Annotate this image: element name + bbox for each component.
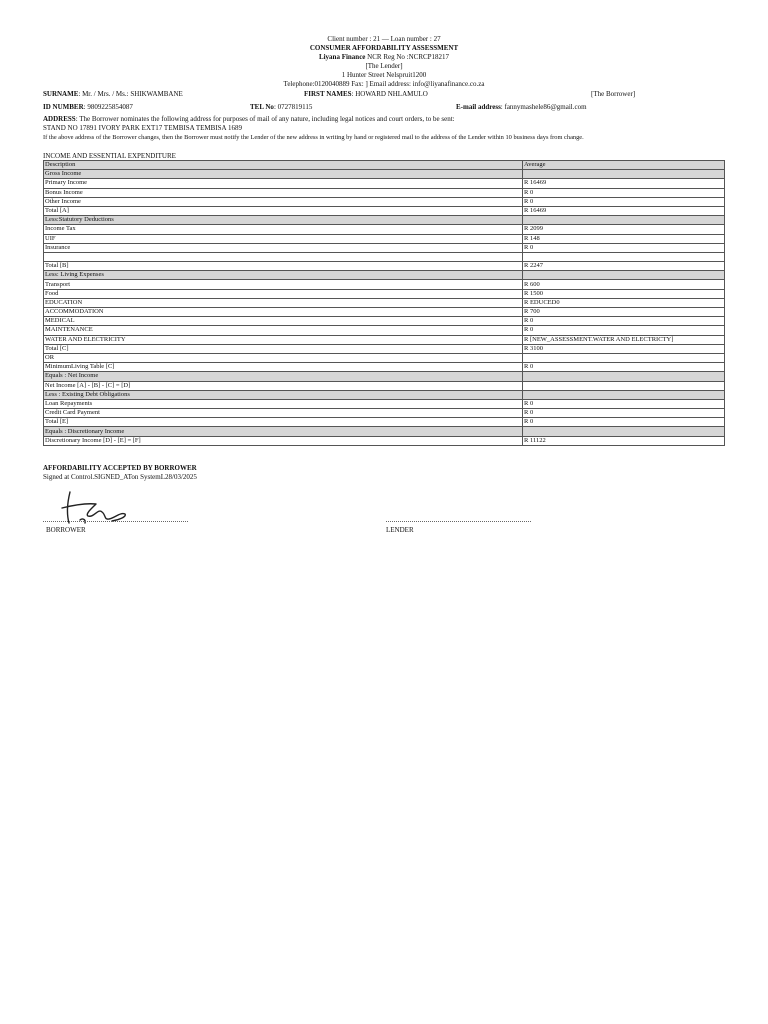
row-label: EDUCATION bbox=[44, 298, 523, 307]
table-row bbox=[44, 225, 725, 234]
borrower-role: [The Borrower] bbox=[591, 90, 636, 98]
row-label: Discretionary Income [D] - [E] = [F] bbox=[44, 436, 523, 445]
address-change-notice: If the above address of the Borrower changes, then the Borrower must notify the Lender of the new address in writing by hand or registered mail to the address of the Lender within 10 business days from change. bbox=[43, 134, 584, 141]
row-value: R 0 bbox=[523, 399, 725, 408]
row-value bbox=[523, 170, 725, 179]
row-label: Description bbox=[44, 161, 523, 170]
table-row bbox=[44, 390, 725, 399]
lender-name: Liyana Finance bbox=[318, 53, 366, 61]
lender-line bbox=[0, 53, 768, 62]
row-label: Equals : Net Income bbox=[44, 372, 523, 381]
row-value: R 16469 bbox=[523, 179, 725, 188]
row-value bbox=[523, 216, 725, 225]
table-title: INCOME AND ESSENTIAL EXPENDITURE bbox=[43, 152, 176, 160]
row-value: R EDUCED0 bbox=[523, 298, 725, 307]
row-label: Loan Repayments bbox=[44, 399, 523, 408]
table-row bbox=[44, 280, 725, 289]
row-label: Primary Income bbox=[44, 179, 523, 188]
email-label: E-mail address bbox=[456, 103, 501, 111]
row-value: R 700 bbox=[523, 308, 725, 317]
row-label: Food bbox=[44, 289, 523, 298]
document-title: CONSUMER AFFORDABILITY ASSESSMENT bbox=[309, 44, 459, 52]
row-label: MinimumLiving Table [C] bbox=[44, 363, 523, 372]
table-row bbox=[44, 317, 725, 326]
row-label: Net Income [A] - [B] - [C] = [D] bbox=[44, 381, 523, 390]
row-label: Income Tax bbox=[44, 225, 523, 234]
row-value bbox=[523, 252, 725, 261]
row-label: Credit Card Payment bbox=[44, 409, 523, 418]
row-value: R 0 bbox=[523, 243, 725, 252]
table-row bbox=[44, 372, 725, 381]
table-row bbox=[44, 262, 725, 271]
borrower-signature-line bbox=[43, 521, 188, 522]
table-row bbox=[44, 326, 725, 335]
row-value: R 600 bbox=[523, 280, 725, 289]
table-row bbox=[44, 234, 725, 243]
row-label: MEDICAL bbox=[44, 317, 523, 326]
income-expenditure-table bbox=[43, 160, 725, 446]
row-label: Less: Living Expenses bbox=[44, 271, 523, 280]
table-row bbox=[44, 271, 725, 280]
row-label: UIF bbox=[44, 234, 523, 243]
row-value: R 0 bbox=[523, 409, 725, 418]
address-label: ADDRESS bbox=[43, 115, 76, 123]
firstnames-label: FIRST NAMES bbox=[304, 90, 352, 98]
row-label: Insurance bbox=[44, 243, 523, 252]
row-value: R 2247 bbox=[523, 262, 725, 271]
table-row bbox=[44, 399, 725, 408]
surname-field bbox=[43, 90, 183, 99]
client-loan-line: Client number : 21 — Loan number : 27 bbox=[327, 35, 441, 43]
table-row bbox=[44, 418, 725, 427]
row-value bbox=[523, 372, 725, 381]
table-row bbox=[44, 188, 725, 197]
row-label: Total [B] bbox=[44, 262, 523, 271]
surname-value: : Mr. / Mrs. / Ms.: SHIKWAMBANE bbox=[78, 90, 183, 98]
table-row bbox=[44, 381, 725, 390]
firstnames-field bbox=[304, 90, 428, 99]
row-label: WATER AND ELECTRICITY bbox=[44, 335, 523, 344]
table-row bbox=[44, 363, 725, 372]
row-value bbox=[523, 390, 725, 399]
lender-contact: Telephone:0120040889 Fax: ] Email address: info@liyanafinance.co.za bbox=[283, 80, 485, 88]
table-row bbox=[44, 344, 725, 353]
row-value: R 0 bbox=[523, 326, 725, 335]
table-row bbox=[44, 409, 725, 418]
email-field bbox=[456, 103, 587, 112]
row-label: Other Income bbox=[44, 197, 523, 206]
row-value: R 2099 bbox=[523, 225, 725, 234]
row-value: R 11122 bbox=[523, 436, 725, 445]
table-row bbox=[44, 170, 725, 179]
tel-field bbox=[250, 103, 312, 112]
id-label: ID NUMBER bbox=[43, 103, 84, 111]
row-value: R [NEW_ASSESSMENT.WATER AND ELECTRICTY] bbox=[523, 335, 725, 344]
row-value bbox=[523, 271, 725, 280]
email-value: : fannymashele86@gmail.com bbox=[500, 103, 587, 111]
id-number-field bbox=[43, 103, 133, 112]
row-value bbox=[523, 427, 725, 436]
row-label: Total [C] bbox=[44, 344, 523, 353]
table-row bbox=[44, 427, 725, 436]
row-value bbox=[523, 381, 725, 390]
row-label: Total [E] bbox=[44, 418, 523, 427]
borrower-label: BORROWER bbox=[46, 526, 86, 534]
row-label: Gross Income bbox=[44, 170, 523, 179]
tel-label: TEL No bbox=[250, 103, 274, 111]
row-label: Total [A] bbox=[44, 206, 523, 215]
table-row bbox=[44, 335, 725, 344]
table-row bbox=[44, 216, 725, 225]
row-value: Average bbox=[523, 161, 725, 170]
table-row bbox=[44, 252, 725, 261]
row-value: R 0 bbox=[523, 188, 725, 197]
table-row bbox=[44, 436, 725, 445]
table-row bbox=[44, 353, 725, 362]
address-intro bbox=[43, 115, 455, 124]
row-label: Less : Existing Debt Obligations bbox=[44, 390, 523, 399]
row-label: MAINTENANCE bbox=[44, 326, 523, 335]
row-value bbox=[523, 353, 725, 362]
lender-signature-line bbox=[386, 521, 531, 522]
row-value: R 0 bbox=[523, 317, 725, 326]
address-intro-text: : The Borrower nominates the following address for purposes of mail of any nature, including legal notices and court orders, to be sent: bbox=[75, 115, 455, 123]
row-value: R 0 bbox=[523, 197, 725, 206]
table-row bbox=[44, 179, 725, 188]
lender-reg: NCR Reg No :NCRCP18217 bbox=[365, 53, 450, 61]
row-value: R 0 bbox=[523, 363, 725, 372]
lender-address: 1 Hunter Street Nelspruit1200 bbox=[341, 71, 427, 79]
table-row bbox=[44, 197, 725, 206]
row-label: Transport bbox=[44, 280, 523, 289]
lender-label: LENDER bbox=[386, 526, 414, 534]
row-label: OR bbox=[44, 353, 523, 362]
affordability-accepted: AFFORDABILITY ACCEPTED BY BORROWER bbox=[43, 464, 197, 472]
lender-role: [The Lender] bbox=[365, 62, 403, 70]
table-row bbox=[44, 243, 725, 252]
signed-at-line: Signed at Control.SIGNED_ATon SystemL28/03/2025 bbox=[43, 473, 197, 481]
row-value: R 1500 bbox=[523, 289, 725, 298]
table-row bbox=[44, 308, 725, 317]
table-row bbox=[44, 206, 725, 215]
row-label: Equals : Discretionary Income bbox=[44, 427, 523, 436]
table-row bbox=[44, 289, 725, 298]
row-value: R 148 bbox=[523, 234, 725, 243]
table-row bbox=[44, 298, 725, 307]
borrower-signature bbox=[52, 490, 142, 530]
surname-label: SURNAME bbox=[43, 90, 79, 98]
table-row bbox=[44, 161, 725, 170]
row-value: R 0 bbox=[523, 418, 725, 427]
row-label bbox=[44, 252, 523, 261]
row-label: Bonus Income bbox=[44, 188, 523, 197]
id-value: : 9809225854087 bbox=[83, 103, 133, 111]
tel-value: : 0727819115 bbox=[273, 103, 313, 111]
row-label: Less:Statutory Deductions bbox=[44, 216, 523, 225]
row-value: R 3100 bbox=[523, 344, 725, 353]
address-line: STAND NO 17891 IVORY PARK EXT17 TEMBISA TEMBISA 1689 bbox=[43, 124, 242, 132]
row-value: R 16469 bbox=[523, 206, 725, 215]
firstnames-value: : HOWARD NHLAMULO bbox=[351, 90, 428, 98]
row-label: ACCOMMODATION bbox=[44, 308, 523, 317]
